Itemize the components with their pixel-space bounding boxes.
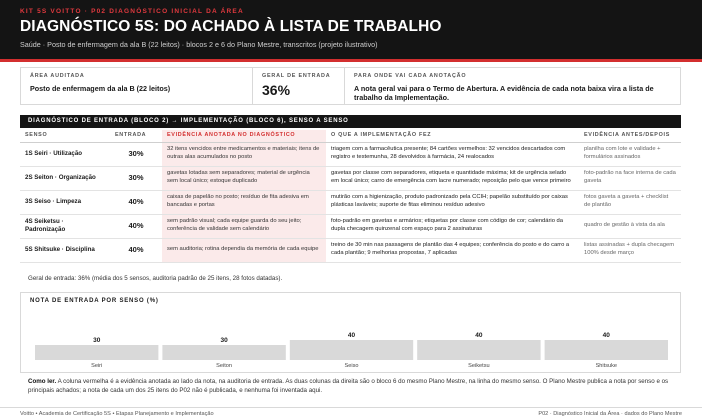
cell-evidencia: sem auditoria; rotina dependia da memória de cada equipe: [162, 238, 326, 262]
cell-entrada: 40%: [110, 190, 162, 214]
bar-seiketsu: [417, 340, 540, 360]
table-row: [20, 166, 681, 190]
cell-implementacao: gavetas por classe com separadores, etiqueta e quantidade máxima; kit de urgência selado em local único; carro de emergência com lacre numerado; reposição pelo que vence primeiro: [326, 166, 579, 190]
bar-value-label: 40: [347, 332, 356, 339]
col-header-entrada: ENTRADA: [110, 130, 162, 142]
summary-area-label: ÁREA AUDITADA: [30, 73, 85, 79]
bar-value-label: 30: [220, 337, 228, 344]
chart-panel: [20, 292, 681, 373]
cell-evidencia: gavetas lotadas sem separadores; material de urgência sem local único; estoque duplicado: [162, 166, 326, 190]
cell-implementacao: foto-padrão em gavetas e armários; etiquetas por classe com código de cor; calendário da dupla checagem quinzenal com espaço para 2 assinaturas: [326, 214, 579, 238]
col-header-senso: SENSO: [20, 130, 110, 142]
page-subtitle: Saúde · Posto de enfermagem da ala B (22 leitos) · blocos 2 e 6 do Plano Mestre, transcritos (projeto ilustrativo): [20, 40, 378, 49]
summary-panel: [20, 67, 681, 105]
cell-depois: quadro de gestão à vista da ala: [579, 214, 681, 238]
senso-bar-chart: [21, 293, 682, 374]
cell-entrada: 30%: [110, 142, 162, 166]
page-title: DIAGNÓSTICO 5S: DO ACHADO À LISTA DE TRABALHO: [20, 18, 442, 35]
table-header-row: [20, 130, 681, 142]
bar-value-label: 40: [602, 332, 610, 339]
cell-evidencia: caixas de papelão no posto; resíduo de fita adesiva em bancadas e portas: [162, 190, 326, 214]
category-label: Shitsuke: [595, 363, 618, 369]
category-label: Seiketsu: [468, 363, 490, 369]
summary-geral: [253, 68, 345, 104]
summary-anotacao-label: PARA ONDE VAI CADA ANOTAÇÃO: [354, 73, 467, 79]
col-header-evidencia: EVIDÊNCIA ANOTADA NO DIAGNÓSTICO: [162, 130, 326, 142]
bar-value-label: 30: [93, 337, 101, 344]
summary-geral-value: 36%: [262, 82, 291, 98]
footer-right: P02 · Diagnóstico Inicial da Área · dados do Plano Mestre: [538, 411, 682, 417]
cell-depois: planilha com lote e validade + formulários assinados: [579, 142, 681, 166]
bar-value-label: 40: [475, 332, 483, 339]
cell-senso: 5S Shitsuke · Disciplina: [20, 238, 110, 262]
category-label: Seiri: [91, 363, 103, 369]
col-header-implementacao: O QUE A IMPLEMENTAÇÃO FEZ: [326, 130, 579, 142]
bar-seiri: [35, 345, 158, 360]
page-footer: [0, 407, 702, 419]
col-header-depois: EVIDÊNCIA ANTES/DEPOIS: [579, 130, 681, 142]
header-kicker: KIT 5S VOITTO · P02 DIAGNÓSTICO INICIAL DA ÁREA: [20, 8, 244, 15]
table-row: [20, 214, 681, 238]
cell-senso: 2S Seiton · Organização: [20, 166, 110, 190]
cell-senso: 1S Seiri · Utilização: [20, 142, 110, 166]
cell-entrada: 30%: [110, 166, 162, 190]
footer-left: Voitto • Academia de Certificação 5S • Etapas Planejamento e Implementação: [20, 411, 214, 417]
cell-evidencia: sem padrão visual; cada equipe guarda do seu jeito; conferência de validade sem calendário: [162, 214, 326, 238]
reading-note: [28, 378, 676, 395]
summary-geral-label: GERAL DE ENTRADA: [262, 73, 331, 79]
diagnostic-table: [20, 130, 681, 263]
cell-senso: 4S Seiketsu · Padronização: [20, 214, 110, 238]
cell-depois: fotos gaveta a gaveta + checklist de plantão: [579, 190, 681, 214]
cell-implementacao: mutirão com a higienização, produto padronizado pela CCIH; papelão substituído por caixas plásticas laváveis; suporte de fitas eliminou resíduo adesivo: [326, 190, 579, 214]
summary-anotacao: [345, 68, 680, 104]
cell-entrada: 40%: [110, 238, 162, 262]
page-header: [0, 0, 702, 59]
cell-depois: foto-padrão na face interna de cada gaveta: [579, 166, 681, 190]
cell-entrada: 40%: [110, 214, 162, 238]
accent-divider: [0, 59, 702, 62]
summary-anotacao-value: A nota geral vai para o Termo de Abertura. A evidência de cada nota baixa vira a lista de trabalho da Implementação.: [354, 84, 654, 102]
category-label: Seiso: [344, 363, 359, 369]
table-row: [20, 190, 681, 214]
bar-seiso: [290, 340, 413, 360]
chart-title: NOTA DE ENTRADA POR SENSO (%): [30, 298, 159, 304]
summary-area-value: Posto de enfermagem da ala B (22 leitos): [30, 84, 171, 93]
cell-senso: 3S Seiso · Limpeza: [20, 190, 110, 214]
reading-note-text: A coluna vermelha é a evidência anotada ao lado da nota, na auditoria de entrada. As duas colunas da direita são o bloco 6 do mesmo Plano Mestre, na linha do mesmo senso. O Plano Mestre publica a nota por senso e os principais achados; a nota de cada um dos 25 itens do P02 não é publicada, e nenhuma foi inventada aqui.: [28, 378, 669, 394]
cell-implementacao: treino de 30 min nas passagens de plantão das 4 equipes; conferência do posto e do carro a cada plantão; 9 melhorias propostas, 7 aplicadas: [326, 238, 579, 262]
cell-implementacao: triagem com a farmacêutica presente; 84 cartões vermelhos: 32 vencidos descartados com registro e testemunha, 28 devolvidos à farmácia, 24 realocados: [326, 142, 579, 166]
summary-area: [21, 68, 253, 104]
bar-seiton: [162, 345, 285, 360]
average-note: Geral de entrada: 36% (média dos 5 sensos, auditoria padrão de 25 itens, 28 fotos datadas).: [28, 275, 283, 282]
table-row: [20, 142, 681, 166]
table-row: [20, 238, 681, 262]
category-label: Seiton: [216, 363, 233, 369]
bar-shitsuke: [545, 340, 668, 360]
reading-note-lead: Como ler.: [28, 378, 57, 385]
table-section-title: DIAGNÓSTICO DE ENTRADA (BLOCO 2) → IMPLEMENTAÇÃO (BLOCO 6), SENSO A SENSO: [20, 115, 681, 128]
cell-depois: listas assinadas + dupla checagem 100% desde março: [579, 238, 681, 262]
cell-evidencia: 32 itens vencidos entre medicamentos e materiais; itens de outras alas acumulados no posto: [162, 142, 326, 166]
